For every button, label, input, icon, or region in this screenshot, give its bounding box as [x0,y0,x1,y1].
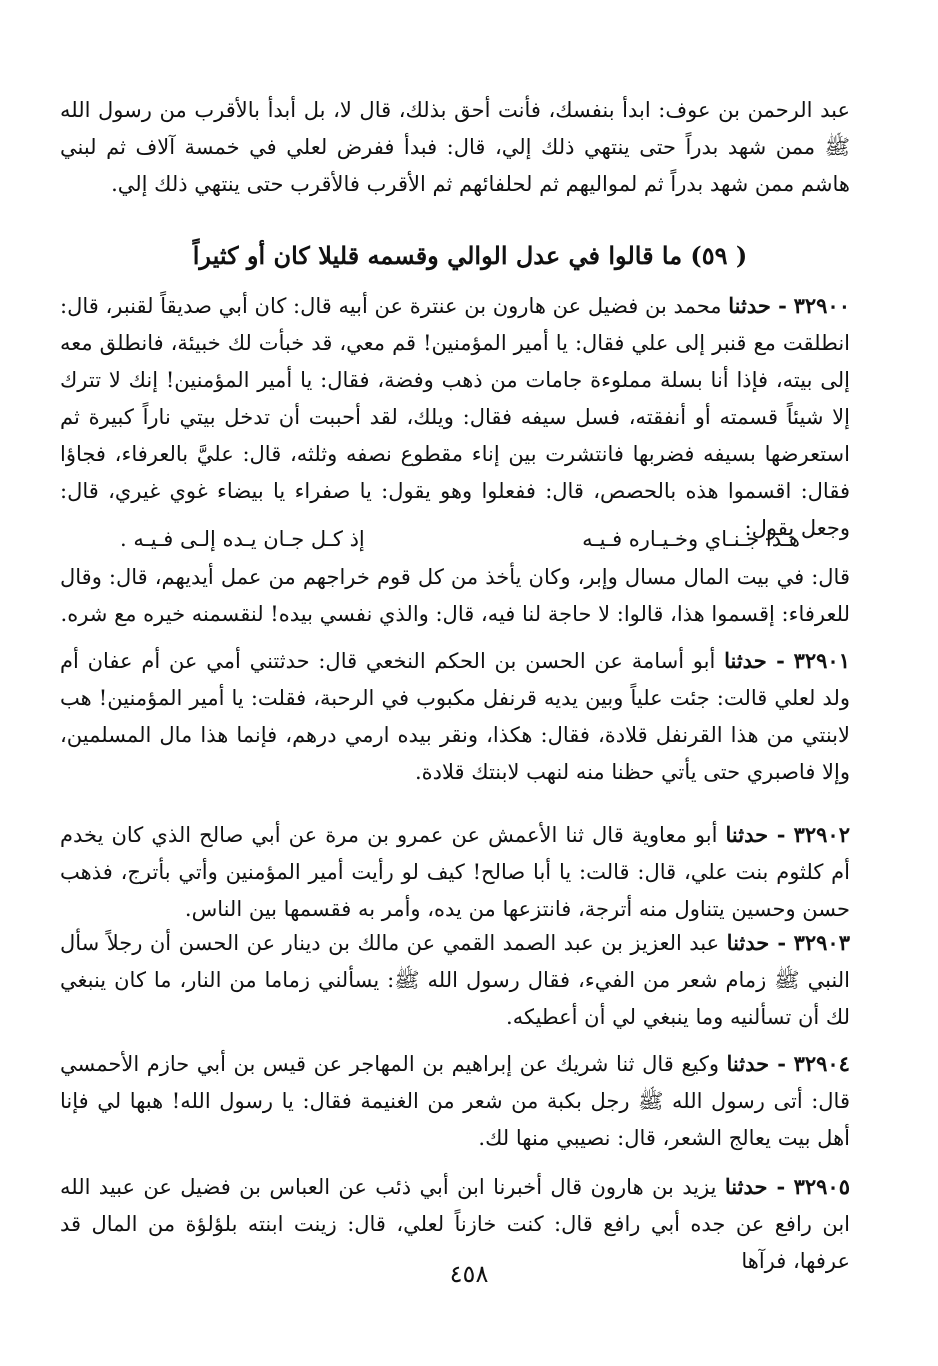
hadith-number: ٣٢٩٠٣ [793,930,850,955]
hadith-text: وكيع قال ثنا شريك عن إبراهيم بن المهاجر عن قيس بن أبي حازم الأحمسي قال: أتى رسول الله ﷺ رجل بكبة من شعر من الغنيمة فقال: يا رسول الله! هبها لي فإنا أهل بيت يعالج الشعر، قال: نصيبي منها لك. [60,1052,850,1150]
hadith-text: يزيد بن هارون قال أخبرنا ابن أبي ذئب عن العباس بن فضيل عن عبيد الله ابن رافع عن جده أبي رافع قال: كنت خازناً لعلي، قال: زينت ابنته بلؤلؤة من المال قد عرفها، فرآها [60,1175,850,1273]
hadith-entry: ٣٢٩٠٢ - حدثنا أبو معاوية قال ثنا الأعمش عن عمرو بن مرة عن أبي صالح الذي كان يخدم أم كلثوم بنت علي، قال: قالت: يا أبا صالح! كيف لو رأيت أمير المؤمنين وأتي بأترج، فذهب حسن وحسين يتناول منه أترجة، فانتزعها من يده، وأمر به فقسمها بين الناس. [60,822,850,921]
hadith-lead: حدثنا [728,293,771,318]
hadith-continuation: قال: في بيت المال مسال وإبر، وكان يأخذ من كل قوم خراجهم من عمل أيديهم، قال: وقال للعرفاء: إقسموا هذا، قالوا: لا حاجة لنا فيه، قال: والذي نفسي بيده! لنقسمنه خيره مع شره. [60,565,850,626]
hadith-entry: ٣٢٩٠٤ - حدثنا وكيع قال ثنا شريك عن إبراهيم بن المهاجر عن قيس بن أبي حازم الأحمسي قال: أتى رسول الله ﷺ رجل بكبة من شعر من الغنيمة فقال: يا رسول الله! هبها لي فإنا أهل بيت يعالج الشعر، قال: نصيبي منها لك. [60,1051,850,1150]
hadith-lead: حدثنا [724,1174,768,1199]
hadith-number: ٣٢٩٠٥ [793,1174,850,1199]
hadith-number: ٣٢٩٠٢ [793,822,850,847]
hadith-entry: ٣٢٩٠١ - حدثنا أبو أسامة عن الحسن بن الحكم النخعي قال: حدثتني أمي عن أم عفان أم ولد لعلي قالت: جئت علياً وبين يديه قرنفل مكبوب في الرحبة، فقلت: يا أمير المؤمنين! هب لابنتي من هذا القرنفل قلادة، فقال: هكذا، ونقر بيده ارمي درهم، فإنما هذا مال المسلمين، وإلا فاصبري حتى يأتي حظنا منه لنهب لابنتك قلادة. [60,648,850,784]
hadith-text: أبو أسامة عن الحسن بن الحكم النخعي قال: حدثتني أمي عن أم عفان أم ولد لعلي قالت: جئت علياً وبين يديه قرنفل مكبوب في الرحبة، فقلت: يا أمير المؤمنين! هب لابنتي من هذا القرنفل قلادة، فقال: هكذا، ونقر بيده ارمي درهم، فإنما هذا مال المسلمين، وإلا فاصبري حتى يأتي حظنا منه لنهب لابنتك قلادة. [60,649,850,784]
section-heading: ( ٥٩) ما قالوا في عدل الوالي وقسمه قليلا كان أو كثيراً [192,241,748,270]
hadith-lead: حدثنا [726,1051,770,1076]
hadith-lead: حدثنا [725,822,769,847]
hadith-text: محمد بن فضيل عن هارون بن عنترة عن أبيه قال: كان أبي صديقاً لقنبر، قال: انطلقت مع قنبر إلى علي فقال: يا أمير المؤمنين! قم معي، قد خبأت لك خبيئة، فانطلق معه إلى بيته، فإذا أنا بسلة مملوءة جامات من ذهب وفضة، فقال: يا أمير المؤمنين! إنك لا تترك إلا شيئاً قسمته أو أنفقته، فسل سيفه فقال: ويلك، لقد أحببت أن تدخل بيتي ناراً كبيرة ثم استعرضها بسيفه فضربها فانتشرت بين إناء مقطوع نصفه وثلثه، قال: عليَّ بالعرفاء، فجاؤا فقال: اقسموا هذه بالحصص، قال: ففعلوا وهو يقول: يا صفراء يا بيضاء غوي غيري، قال: وجعل يقول: [60,294,850,540]
hadith-text: أبو معاوية قال ثنا الأعمش عن عمرو بن مرة عن أبي صالح الذي كان يخدم أم كلثوم بنت علي، قال: قالت: يا أبا صالح! كيف لو رأيت أمير المؤمنين وأتي بأترج، فذهب حسن وحسين يتناول منه أترجة، فانتزعها من يده، وأمر به فقسمها بين الناس. [60,823,850,921]
intro-paragraph: عبد الرحمن بن عوف: ابدأ بنفسك، فأنت أحق بذلك، قال لا، بل أبدأ بالأقرب من رسول الله ﷺ ممن شهد بدراً حتى ينتهي ذلك إلي، قال: فبدأ ففرض لعلي في خمسة آلاف ثم لبني هاشم ممن شهد بدراً ثم لمواليهم ثم لحلفائهم ثم الأقرب فالأقرب حتى ينتهي ذلك إلي. [60,98,850,196]
hadith-text: عبد العزيز بن عبد الصمد القمي عن مالك بن دينار عن الحسن أن رجلاً سأل النبي ﷺ زمام شعر من الفيء، فقال رسول الله ﷺ: يسألني زماما من النار، ما كان ينبغي لك أن تسألنيه وما ينبغي لي أن أعطيكه. [60,931,850,1029]
verse-hemistich-left: إذ كـل جـان يـده إلـى فـيـه . [120,527,365,551]
hadith-lead: حدثنا [726,930,770,955]
hadith-number: ٣٢٩٠١ [793,648,850,673]
page-number: ٤٥٨ [449,1260,489,1288]
verse-line [120,521,800,558]
hadith-number: ٣٢٩٠٤ [793,1051,850,1076]
verse-hemistich-right: هـذا جـنـاي وخـيـاره فـيـه [582,527,800,551]
hadith-entry: ٣٢٩٠٠ - حدثنا محمد بن فضيل عن هارون بن عنترة عن أبيه قال: كان أبي صديقاً لقنبر، قال: انطلقت مع قنبر إلى علي فقال: يا أمير المؤمنين! قم معي، قد خبأت لك خبيئة، فانطلق معه إلى بيته، فإذا أنا بسلة مملوءة جامات من ذهب وفضة، فقال: يا أمير المؤمنين! إنك لا تترك إلا شيئاً قسمته أو أنفقته، فسل سيفه فقال: ويلك، لقد أحببت أن تدخل بيتي ناراً كبيرة ثم استعرضها بسيفه فضربها فانتشرت بين إناء مقطوع نصفه وثلثه، قال: عليَّ بالعرفاء، فجاؤا فقال: اقسموا هذه بالحصص، قال: ففعلوا وهو يقول: يا صفراء يا بيضاء غوي غيري، قال: وجعل يقول: [60,293,850,540]
hadith-entry: ٣٢٩٠٥ - حدثنا يزيد بن هارون قال أخبرنا ابن أبي ذئب عن العباس بن فضيل عن عبيد الله ابن رافع عن جده أبي رافع قال: كنت خازناً لعلي، قال: زينت ابنته بلؤلؤة من المال قد عرفها، فرآها [60,1174,850,1273]
hadith-lead: حدثنا [724,648,767,673]
hadith-number: ٣٢٩٠٠ [793,293,850,318]
hadith-entry: ٣٢٩٠٣ - حدثنا عبد العزيز بن عبد الصمد القمي عن مالك بن دينار عن الحسن أن رجلاً سأل النبي ﷺ زمام شعر من الفيء، فقال رسول الله ﷺ: يسألني زماما من النار، ما كان ينبغي لك أن تسألنيه وما ينبغي لي أن أعطيكه. [60,930,850,1029]
